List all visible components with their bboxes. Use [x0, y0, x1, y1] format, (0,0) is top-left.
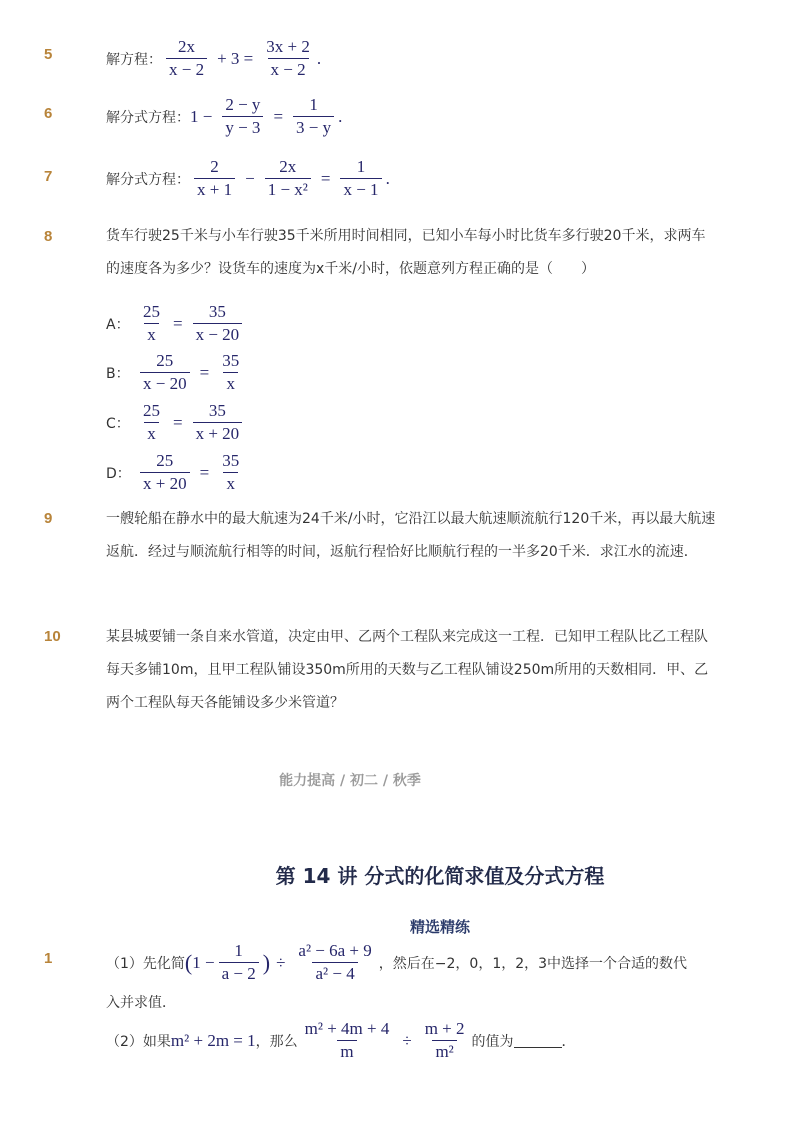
fraction: $\frac{2 - y}{y - 3}$	[222, 96, 263, 137]
question-prefix: 解分式方程：	[106, 109, 190, 126]
question-prefix: 解方程：	[106, 51, 162, 68]
question-number: 1	[44, 950, 53, 967]
option-c[interactable]: C： $\frac{25}{x}$ = $\frac{35}{x + 20}$	[106, 402, 246, 443]
fraction: $\frac{25}{x - 20}$	[140, 352, 190, 393]
section-title: 精选精练	[409, 918, 470, 936]
fraction: $\frac{25}{x}$	[143, 302, 160, 344]
question-number: 6	[44, 105, 53, 122]
question-5: 解方程： $\frac{2x}{x - 2}$ + 3 = $\frac{3x + 2}{x - 2}$ .	[106, 37, 322, 79]
question-number: 8	[44, 228, 53, 245]
fraction: $\frac{\text{m² + 4m + 4}}{m}$	[304, 1019, 390, 1061]
question-prefix: 解分式方程：	[106, 171, 190, 188]
question-7: 解分式方程： $\frac{2}{x + 1}$ − $\frac{2x}{\text{1 − x²}}$ = $\frac{1}{x - 1}$ .	[106, 157, 390, 199]
lesson-title: 第 14 讲 分式的化简求值及分式方程	[275, 864, 605, 888]
question-6: 解分式方程： 1 − $\frac{2 - y}{y - 3}$ = $\frac{1}{3 - y}$ .	[106, 95, 343, 137]
question-1-part-1: （1）先化简 ( 1 − $\frac{1}{a - 2}$ ) ÷ $\frac{\text{a² − 6a + 9}}{\text{a² − 4}}$ ，然后在−2，0，1，2，3中选择一个合适的数代	[106, 941, 688, 983]
question-number: 10	[44, 628, 61, 645]
fraction: $\frac{35}{x - 20}$	[193, 303, 243, 344]
fraction: $\frac{1}{a - 2}$	[219, 942, 259, 983]
option-b[interactable]: B： $\frac{25}{x - 20}$ = $\frac{35}{x}$	[106, 352, 246, 393]
fraction: $\frac{2}{x + 1}$	[194, 158, 235, 199]
fraction: $\frac{25}{x}$	[143, 401, 160, 443]
question-number: 5	[44, 46, 53, 63]
fraction: $\frac{2x}{\text{1 − x²}}$	[265, 158, 311, 199]
fraction: $\frac{35}{x}$	[222, 451, 240, 493]
fraction: $\frac{3x + 2}{x - 2}$	[266, 37, 310, 79]
fraction: $\frac{1}{3 - y}$	[293, 96, 334, 137]
fraction: $\frac{1}{x - 1}$	[340, 158, 381, 199]
answer-blank[interactable]	[514, 1033, 562, 1048]
question-number: 9	[44, 510, 53, 527]
option-d[interactable]: D： $\frac{25}{x + 20}$ = $\frac{35}{x}$	[106, 452, 246, 493]
fraction: $\frac{35}{x + 20}$	[193, 402, 243, 443]
question-text: 某县城要铺一条自来水管道，决定由甲、乙两个工程队来完成这一工程．已知甲工程队比乙工程队每天多铺10m，且甲工程队铺设350m所用的天数与乙工程队铺设250m所用的天数相同．甲、乙两个工程队每天各能铺设多少米管道？	[106, 629, 709, 711]
question-text: 一艘轮船在静水中的最大航速为24千米/小时，它沿江以最大航速顺流航行120千米，再以最大航速返航．经过与顺流航行相等的时间，返航行程恰好比顺航行程的一半多20千米．求江水的流速．	[106, 511, 716, 560]
question-number: 7	[44, 168, 53, 185]
option-a[interactable]: A： $\frac{25}{x}$ = $\frac{35}{x - 20}$	[106, 303, 246, 344]
fraction: $\frac{35}{x}$	[222, 351, 240, 393]
page-footer: 能力提高 / 初二 / 秋季	[279, 773, 421, 789]
fraction: $\frac{25}{x + 20}$	[140, 452, 190, 493]
question-1-part-2: （2）如果 m² + 2m = 1 ，那么 $\frac{\text{m² + 4m + 4}}{m}$ ÷ $\frac{m + 2}{\text{m²}}$ 的值为 ．	[106, 1019, 576, 1061]
fraction: $\frac{2x}{x - 2}$	[166, 38, 207, 79]
question-text: 货车行驶25千米与小车行驶35千米所用时间相同，已知小车每小时比货车多行驶20千米，求两车的速度各为多少？设货车的速度为x千米/小时，依题意列方程正确的是（ ）	[106, 228, 706, 277]
fraction: $\frac{\text{a² − 6a + 9}}{\text{a² − 4}}$	[298, 941, 372, 983]
question-1-part-1-line-2: 入并求值．	[106, 995, 176, 1011]
fraction: $\frac{m + 2}{\text{m²}}$	[424, 1019, 465, 1061]
